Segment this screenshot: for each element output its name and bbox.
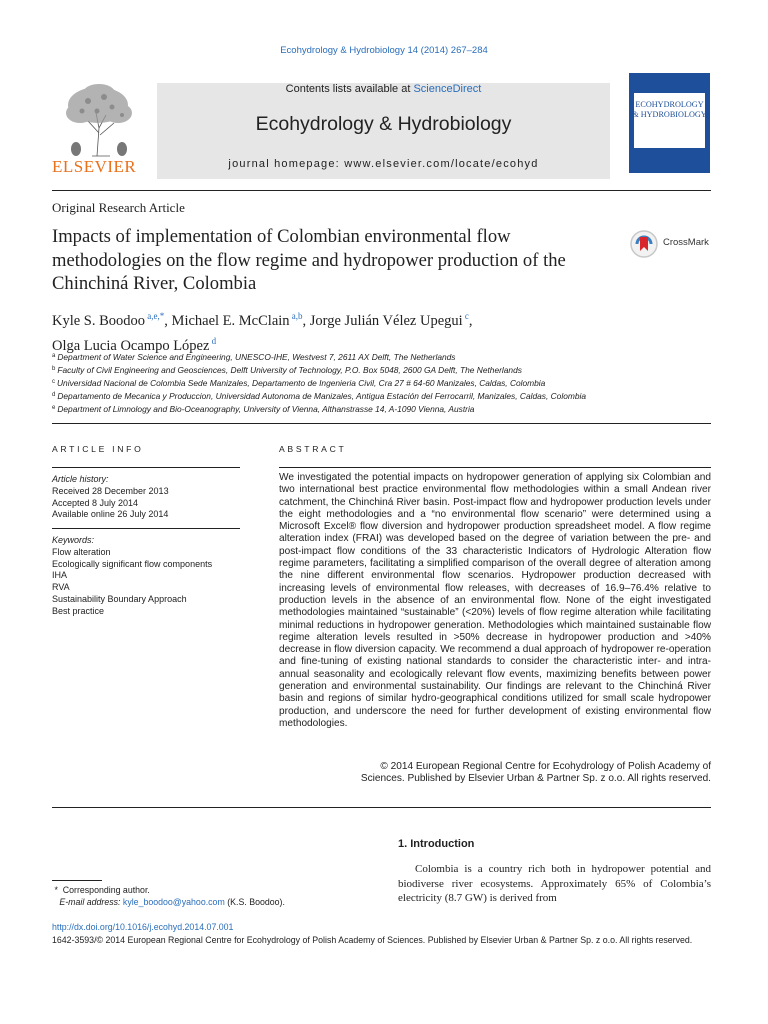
abstract-heading: ABSTRACT <box>279 444 347 454</box>
journal-title: Ecohydrology & Hydrobiology <box>255 113 512 135</box>
email-owner: (K.S. Boodoo). <box>227 897 285 907</box>
affiliation-item <box>52 402 712 415</box>
article-info-heading: ARTICLE INFO <box>52 444 144 454</box>
author-separator: , <box>468 313 473 329</box>
homepage-url[interactable]: www.elsevier.com/locate/ecohyd <box>344 158 539 170</box>
crossmark-label: CrossMark <box>663 237 709 248</box>
author-affiliation-marks[interactable]: d <box>209 336 217 346</box>
article-title: Impacts of implementation of Colombian environmental flow methodologies on the flow regime and hydropower production of the Chinchiná River, Colombia <box>52 226 566 294</box>
keyword-item: IHA <box>52 570 68 581</box>
author-separator: , <box>164 313 172 329</box>
keyword-item: Ecologically significant flow components <box>52 558 213 569</box>
affiliation-text: Departamento de Mecanica y Produccion, Universidad Autonoma de Manizales, Antigua Estación del Ferrocarril, Manizales, Caldas, Colombia <box>57 391 587 402</box>
affiliation-key: e <box>52 405 56 412</box>
history-online: Available online 26 July 2014 <box>52 509 169 520</box>
journal-reference[interactable]: Ecohydrology & Hydrobiology 14 (2014) 267–284 <box>280 45 488 56</box>
cover-title: ECOHYDROLOGY & HYDROBIOLOGY <box>632 100 707 119</box>
keyword-item: Flow alteration <box>52 546 111 557</box>
abstract-text: We investigated the potential impacts on hydropower generation of applying six Colombian and two international best practice environmental flow methodologies within a small Andean river catchment, the Chinchiná River basin. Post-impact flow and hydropower production levels under the eight methodologies and a “no environmental flow scenario” were determined using a Microsoft Excel® flow diversion and hydropower production spreadsheet model. A flow regime alteration index (FRAI) was developed based on the degree of variation between the pre- and post-impact flow conditions of the 33 characteristic Indicators of Hydrologic Alteration flow regime parameters, facilitating a simplified comparison of the overall degree of alteration among the nine different environmental flow scenarios. Hydropower production decreased with increasing levels of environmental flow releases, with decreases of 16.9–76.4% relative to production levels in the absence of an environmental flow. None of the eight investigated methodologies maintained “sustainable” (<20%) levels of flow regime alteration while facilitating minimal reductions in hydropower generation. Methodologies which maintained sustainable flow regime alteration levels resulted in >50% decrease in hydropower production and >40% decrease in flow diversion capacity. We recommend a dual approach of hydropower re-operation and fine-tuning of existing national standards to consider the characteristic inter- and intra-annual seasonality and ecologically relevant flow events, maximizing benefits between power generation and environmental sustainability. Our findings are relevant to the Chinchiná River basin and regions of similar hydro-geographical conditions utilized for small scale hydropower production, and underscore the need for further development of existing environmental flow methodologies. <box>279 472 711 729</box>
abstract-divider <box>52 807 711 808</box>
copyright-line-2: Sciences. Published by Elsevier Urban & Partner Sp. z o.o. All rights reserved. <box>360 773 711 785</box>
keywords-block <box>52 535 242 618</box>
copyright-line-1: © 2014 European Regional Centre for Ecohydrology of Polish Academy of <box>380 761 711 772</box>
article-info-rule <box>52 467 240 468</box>
email-label: E-mail address: <box>59 897 121 907</box>
corresponding-author-footnote <box>52 884 382 908</box>
corresponding-line <box>52 884 382 896</box>
keyword-list <box>52 547 242 618</box>
abstract-rule <box>279 467 711 468</box>
affiliation-text: Universidad Nacional de Colombia Sede Manizales, Departamento de Ingenieria Civil, Cra 27 # 64-60 Manizales, Caldas, Colombia <box>57 378 546 389</box>
author-name[interactable]: Kyle S. Boodoo <box>52 313 146 329</box>
author-separator: , <box>302 313 310 329</box>
article-type: Original Research Article <box>52 200 185 215</box>
keywords-label: Keywords: <box>52 535 95 545</box>
contents-prefix: Contents lists available at <box>285 83 414 95</box>
journal-homepage <box>157 158 610 170</box>
email-line <box>52 896 382 908</box>
affiliations-divider <box>52 423 711 424</box>
doi-link[interactable]: http://dx.doi.org/10.1016/j.ecohyd.2014.07.001 <box>52 922 234 932</box>
author-name[interactable]: Olga Lucia Ocampo López <box>52 338 210 354</box>
affiliation-text: Department of Limnology and Bio-Oceanography, University of Vienna, Althanstrasse 14, A-1090 Vienna, Austria <box>57 404 475 415</box>
keyword-item: RVA <box>52 582 70 593</box>
header-divider <box>52 190 711 191</box>
author-affiliation-marks[interactable]: c <box>462 311 469 321</box>
affiliation-key: c <box>52 379 55 386</box>
abstract-copyright <box>279 761 711 786</box>
contents-line <box>157 83 610 95</box>
affiliation-item <box>52 389 712 402</box>
keyword-item: Best practice <box>52 605 105 616</box>
elsevier-wordmark: ELSEVIER <box>52 157 137 176</box>
affiliation-item <box>52 363 712 376</box>
sciencedirect-link[interactable]: ScienceDirect <box>413 83 482 95</box>
author-name[interactable]: Michael E. McClain <box>171 313 290 329</box>
affiliation-item <box>52 350 712 363</box>
author-name[interactable]: Jorge Julián Vélez Upegui <box>309 313 463 329</box>
history-received: Received 28 December 2013 <box>52 485 169 496</box>
keyword-item: Sustainability Boundary Approach <box>52 593 187 604</box>
homepage-prefix: journal homepage: <box>228 158 345 170</box>
history-label: Article history: <box>52 474 109 484</box>
author-affiliation-marks[interactable]: a,b <box>289 311 303 321</box>
author-list <box>52 306 712 356</box>
affiliation-key: b <box>52 366 56 373</box>
introduction-text: Colombia is a country rich both in hydropower potential and biodiverse river ecosystems. Approximately 65% of Colombia’s electricity (8.7 GW) is derived from <box>398 863 711 905</box>
affiliation-text: Faculty of Civil Engineering and Geosciences, Delft University of Technology, P.O. Box 5048, 2600 GA Delft, The Netherlands <box>57 365 522 376</box>
affiliation-key: d <box>52 392 56 399</box>
email-link[interactable]: kyle_boodoo@yahoo.com <box>122 897 225 907</box>
tree-icon <box>52 83 152 158</box>
affiliation-text: Department of Water Science and Engineering, UNESCO-IHE, Westvest 7, 2611 AX Delft, The Netherlands <box>57 352 456 362</box>
corresponding-mark: * <box>54 885 58 895</box>
corresponding-label: Corresponding author. <box>62 885 150 895</box>
footnote-rule <box>52 880 102 881</box>
article-info-rule-2 <box>52 528 240 529</box>
author-affiliation-marks[interactable]: a,e,* <box>145 311 165 321</box>
affiliation-item <box>52 376 712 389</box>
affiliation-list <box>52 350 712 415</box>
history-accepted: Accepted 8 July 2014 <box>52 497 139 508</box>
affiliation-key: a <box>52 353 56 359</box>
crossmark-icon <box>629 229 659 259</box>
section-heading-introduction: 1. Introduction <box>398 838 475 850</box>
issn-copyright-line: 1642-3593/© 2014 European Regional Centre for Ecohydrology of Polish Academy of Sciences. Published by Elsevier Urban & Partner Sp. z o.o. All rights reserved. <box>52 935 693 945</box>
article-history <box>52 474 242 521</box>
journal-cover-thumbnail[interactable] <box>629 73 710 173</box>
